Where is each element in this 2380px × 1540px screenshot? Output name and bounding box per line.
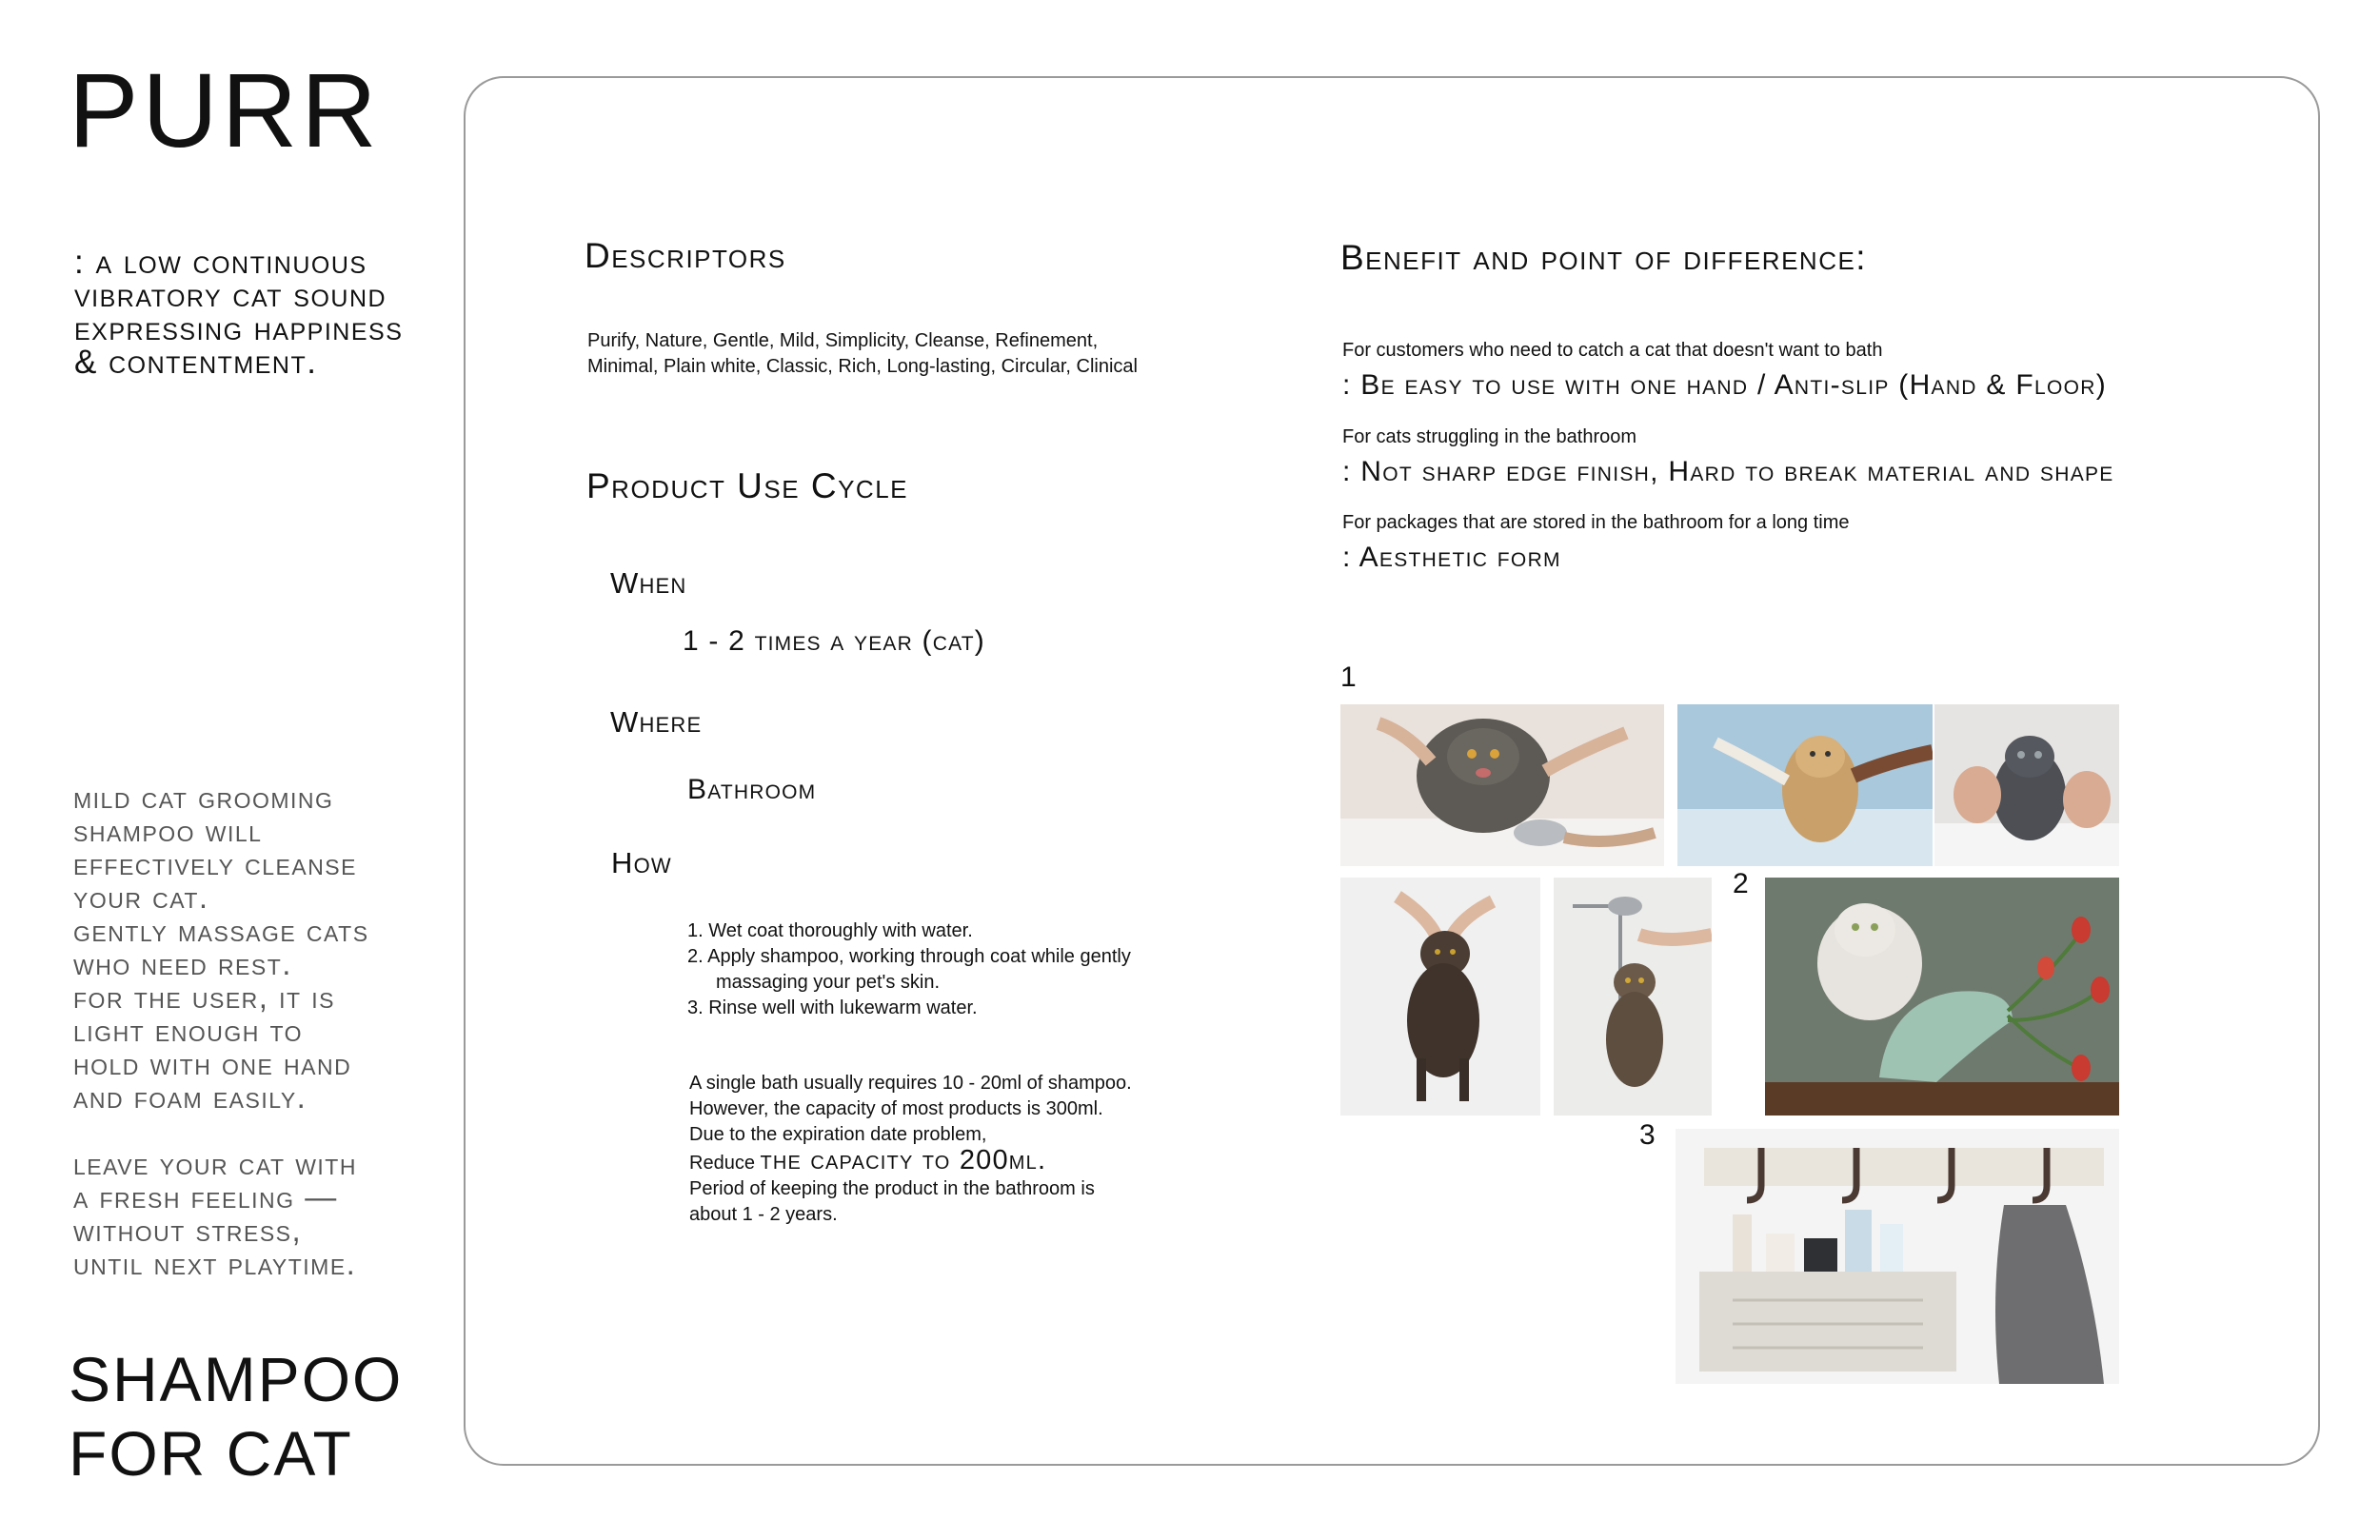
where-value: Bathroom bbox=[687, 774, 817, 805]
product-title bbox=[69, 1342, 403, 1491]
note-line: However, the capacity of most products is 300ml. bbox=[689, 1098, 1103, 1119]
how-label: How bbox=[611, 846, 672, 879]
product-title-line: SHAMPOO bbox=[69, 1344, 404, 1414]
descriptors-line: Minimal, Plain white, Classic, Rich, Long-lasting, Circular, Clinical bbox=[587, 356, 1138, 377]
reduce-prefix: Reduce bbox=[689, 1153, 755, 1174]
benefit-claim: : Aesthetic form bbox=[1342, 542, 1561, 573]
when-value: 1 - 2 times a year (cat) bbox=[683, 625, 985, 657]
product-description bbox=[73, 780, 435, 1280]
use-cycle-heading: Product Use Cycle bbox=[586, 466, 908, 505]
photo-cat-under-shower bbox=[1554, 878, 1712, 1116]
paragraph-gap bbox=[73, 1114, 435, 1147]
photo-wet-cat-shower bbox=[1340, 704, 1664, 866]
step-item: 2. Apply shampoo, working through coat while gently bbox=[687, 946, 1131, 967]
benefit-claim: : Not sharp edge finish, Hard to break material and shape bbox=[1342, 456, 2114, 487]
description-line: effectively cleanse bbox=[73, 846, 357, 881]
photo-bathroom-storage bbox=[1676, 1129, 2119, 1384]
step-item-continued: massaging your pet's skin. bbox=[716, 972, 941, 993]
note-line: A single bath usually requires 10 - 20ml of shampoo. bbox=[689, 1073, 1132, 1094]
descriptors-list bbox=[587, 328, 1138, 380]
definition-line: vibratory cat sound bbox=[74, 277, 387, 314]
when-label: When bbox=[610, 566, 687, 600]
benefit-context: For customers who need to catch a cat that doesn't want to bath bbox=[1342, 340, 1883, 361]
photo-cat-knocking-vase bbox=[1765, 878, 2119, 1116]
benefit-item bbox=[1342, 424, 2114, 488]
reduce-line bbox=[689, 1145, 1132, 1176]
benefit-claim: : Be easy to use with one hand / Anti-slip (Hand & Floor) bbox=[1342, 369, 2107, 401]
description-line: mild cat grooming bbox=[73, 780, 334, 815]
description-line: your cat. bbox=[73, 879, 209, 915]
description-line: and foam easily. bbox=[73, 1079, 307, 1115]
description-line: who need rest. bbox=[73, 946, 292, 981]
descriptors-line: Purify, Nature, Gentle, Mild, Simplicity, Cleanse, Refinement, bbox=[587, 330, 1099, 351]
benefit-item bbox=[1342, 338, 2107, 402]
description-line: for the user, it is bbox=[73, 979, 335, 1015]
brand-logo: PURR bbox=[69, 52, 381, 169]
description-line: until next playtime. bbox=[73, 1246, 357, 1281]
note-line: about 1 - 2 years. bbox=[689, 1204, 838, 1225]
photo-group-number: 1 bbox=[1340, 661, 1357, 693]
photo-cat-reaching-water bbox=[1677, 704, 1933, 866]
descriptors-heading: Descriptors bbox=[585, 236, 786, 275]
photo-wet-tabby-standing bbox=[1340, 878, 1540, 1116]
benefit-context: For cats struggling in the bathroom bbox=[1342, 426, 1637, 447]
photo-wet-kitten-hands bbox=[1934, 704, 2119, 866]
description-line: hold with one hand bbox=[73, 1046, 352, 1081]
step-item: 1. Wet coat thoroughly with water. bbox=[687, 920, 973, 941]
reduce-emphasis: the capacity to 200ml. bbox=[760, 1145, 1047, 1175]
where-label: Where bbox=[610, 705, 703, 739]
description-line: leave your cat with bbox=[73, 1146, 357, 1181]
description-line: gently massage cats bbox=[73, 913, 369, 948]
brand-definition bbox=[74, 246, 436, 379]
benefit-context: For packages that are stored in the bathroom for a long time bbox=[1342, 512, 1850, 533]
how-steps-list bbox=[687, 918, 1131, 1021]
product-title-line: FOR CAT bbox=[69, 1418, 353, 1489]
definition-line: : a low continuous bbox=[74, 244, 367, 281]
description-line: without stress, bbox=[73, 1213, 303, 1248]
definition-line: expressing happiness bbox=[74, 310, 404, 347]
note-line: Due to the expiration date problem, bbox=[689, 1124, 987, 1145]
photo-group-number: 2 bbox=[1733, 868, 1749, 899]
definition-line: & contentment. bbox=[74, 344, 318, 381]
photo-group-number: 3 bbox=[1639, 1119, 1656, 1151]
description-line: a fresh feeling — bbox=[73, 1179, 338, 1214]
step-item: 3. Rinse well with lukewarm water. bbox=[687, 997, 978, 1018]
capacity-notes bbox=[689, 1071, 1132, 1228]
note-line: Period of keeping the product in the bathroom is bbox=[689, 1178, 1095, 1199]
benefit-item bbox=[1342, 510, 1850, 574]
benefit-heading: Benefit and point of difference: bbox=[1340, 238, 1868, 277]
description-line: shampoo will bbox=[73, 813, 263, 848]
description-line: light enough to bbox=[73, 1013, 304, 1048]
